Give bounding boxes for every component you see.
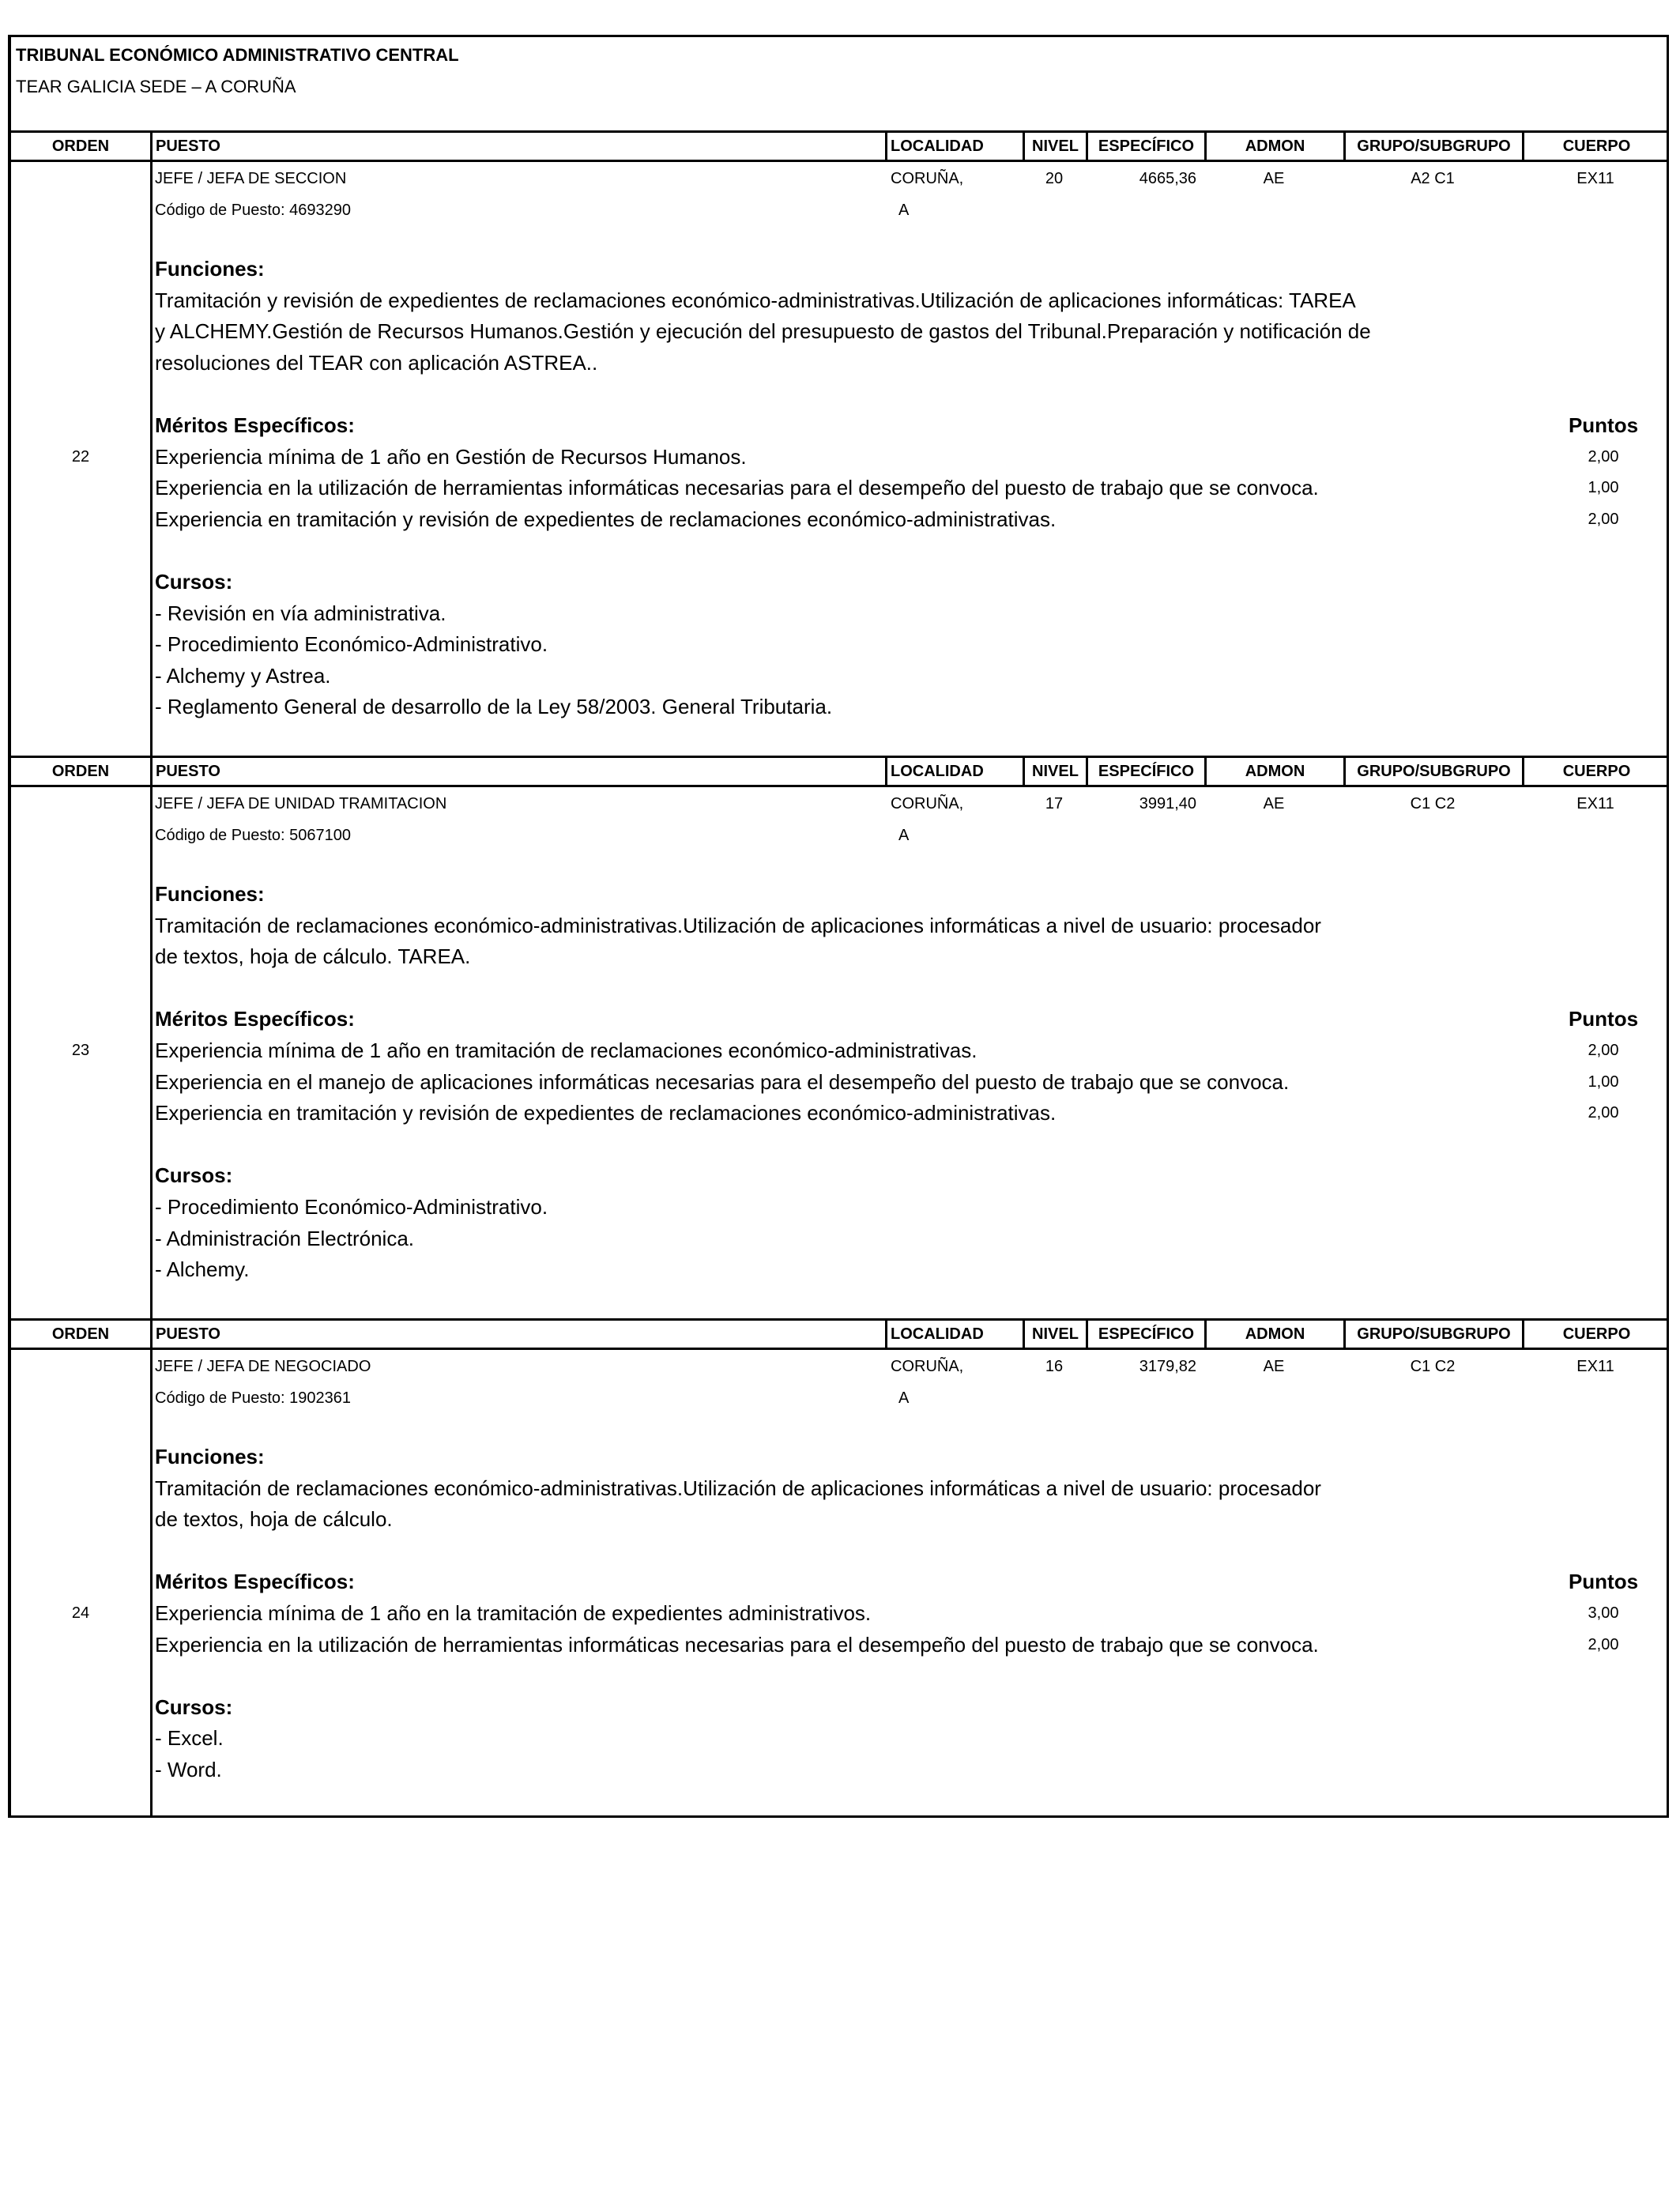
grupo-subgrupo: C1 C2: [1410, 795, 1456, 812]
funciones-line: Tramitación y revisión de expedientes de reclamaciones económico-administrativas.Utilización de aplicaciones informáticas: TAREA: [155, 288, 1356, 312]
header-localidad: LOCALIDAD: [885, 1321, 1023, 1348]
header-cuerpo: CUERPO: [1522, 758, 1669, 785]
header-especifico: ESPECÍFICO: [1086, 133, 1204, 160]
header-especifico: ESPECÍFICO: [1086, 1321, 1204, 1348]
position-code: Código de Puesto: 4693290: [155, 202, 351, 219]
admon: AE: [1263, 1358, 1285, 1375]
cuerpo: EX11: [1576, 795, 1614, 812]
merito-text: Experiencia en tramitación y revisión de expedientes de reclamaciones económico-administrativas.: [155, 1101, 1057, 1125]
header-nivel: NIVEL: [1023, 1321, 1086, 1348]
header-orden: ORDEN: [51, 1325, 110, 1343]
cursos-label: Cursos:: [155, 1695, 233, 1719]
header-nivel: NIVEL: [1023, 133, 1086, 160]
merito-text: Experiencia mínima de 1 año en tramitación de reclamaciones económico-administrativas.: [155, 1039, 977, 1062]
meritos-label: Méritos Específicos:: [155, 1007, 355, 1031]
localidad-line-2: A: [898, 1389, 910, 1407]
position-code: Código de Puesto: 1902361: [155, 1389, 351, 1407]
header-grupo: GRUPO/SUBGRUPO: [1343, 133, 1522, 160]
header-orden: ORDEN: [51, 138, 110, 155]
funciones-line: Tramitación de reclamaciones económico-administrativas.Utilización de aplicaciones informáticas a nivel de usuario: procesador: [155, 1476, 1321, 1500]
position-code: Código de Puesto: 5067100: [155, 827, 351, 844]
localidad-line-2: A: [898, 827, 910, 844]
merito-puntos: 2,00: [1588, 447, 1619, 466]
cuerpo: EX11: [1576, 170, 1614, 187]
header-grupo: GRUPO/SUBGRUPO: [1343, 1321, 1522, 1348]
funciones-line: resoluciones del TEAR con aplicación ASTREA..: [155, 350, 598, 375]
header-admon: ADMON: [1204, 1321, 1343, 1348]
admon: AE: [1263, 795, 1285, 812]
orden-number: 22: [71, 447, 90, 466]
puntos-label: Puntos: [1568, 1007, 1639, 1031]
puntos-label: Puntos: [1568, 1570, 1639, 1594]
curso-item: - Word.: [155, 1758, 222, 1781]
merito-puntos: 2,00: [1588, 1104, 1619, 1122]
header-admon: ADMON: [1204, 133, 1343, 160]
position-title: JEFE / JEFA DE SECCION: [155, 170, 347, 187]
table-header-row: [11, 130, 1667, 162]
header-nivel: NIVEL: [1023, 758, 1086, 785]
curso-item: - Reglamento General de desarrollo de la Ley 58/2003. General Tributaria.: [155, 695, 833, 719]
curso-item: - Alchemy y Astrea.: [155, 663, 331, 688]
especifico: 3991,40: [1139, 795, 1196, 812]
table-header-row: [11, 1318, 1667, 1350]
header-cuerpo: CUERPO: [1522, 1321, 1669, 1348]
localidad: CORUÑA,: [891, 795, 964, 812]
organization-subtitle: TEAR GALICIA SEDE – A CORUÑA: [16, 77, 296, 96]
curso-item: - Procedimiento Económico-Administrativo.: [155, 632, 548, 657]
curso-item: - Procedimiento Económico-Administrativo.: [155, 1195, 548, 1219]
nivel: 16: [1045, 1358, 1064, 1375]
localidad: CORUÑA,: [891, 170, 964, 187]
header-localidad: LOCALIDAD: [885, 758, 1023, 785]
column-divider: [150, 160, 153, 756]
merito-text: Experiencia mínima de 1 año en Gestión de Recursos Humanos.: [155, 444, 747, 469]
funciones-label: Funciones:: [155, 257, 265, 281]
header-especifico: ESPECÍFICO: [1086, 758, 1204, 785]
merito-text: Experiencia en la utilización de herramientas informáticas necesarias para el desempeño del puesto de trabajo que se convoca.: [155, 1632, 1319, 1657]
especifico: 4665,36: [1139, 170, 1196, 187]
nivel: 17: [1045, 795, 1064, 812]
meritos-label: Méritos Específicos:: [155, 413, 355, 437]
column-divider: [150, 786, 153, 1318]
header-grupo: GRUPO/SUBGRUPO: [1343, 758, 1522, 785]
merito-text: Experiencia en el manejo de aplicaciones informáticas necesarias para el desempeño del puesto de trabajo que se convoca.: [155, 1069, 1290, 1094]
localidad: CORUÑA,: [891, 1358, 964, 1375]
position-title: JEFE / JEFA DE UNIDAD TRAMITACION: [155, 795, 447, 812]
curso-item: - Revisión en vía administrativa.: [155, 601, 446, 625]
admon: AE: [1263, 170, 1285, 187]
grupo-subgrupo: A2 C1: [1411, 170, 1455, 187]
localidad-line-2: A: [898, 202, 910, 219]
curso-item: - Alchemy.: [155, 1257, 250, 1282]
merito-puntos: 2,00: [1588, 1635, 1619, 1653]
puntos-label: Puntos: [1568, 413, 1639, 437]
orden-number: 23: [71, 1042, 90, 1059]
merito-puntos: 1,00: [1588, 479, 1619, 497]
header-puesto: PUESTO: [150, 1321, 885, 1348]
merito-text: Experiencia en la utilización de herramientas informáticas necesarias para el desempeño del puesto de trabajo que se convoca.: [155, 476, 1319, 500]
cursos-label: Cursos:: [155, 1163, 233, 1188]
cursos-label: Cursos:: [155, 570, 233, 594]
merito-puntos: 2,00: [1588, 510, 1619, 528]
funciones-line: y ALCHEMY.Gestión de Recursos Humanos.Gestión y ejecución del presupuesto de gastos del Tribunal.Preparación y notificación de: [155, 319, 1371, 344]
funciones-label: Funciones:: [155, 1445, 265, 1468]
nivel: 20: [1045, 170, 1064, 187]
orden-number: 24: [71, 1604, 90, 1622]
table-header-row: [11, 756, 1667, 787]
cuerpo: EX11: [1576, 1358, 1614, 1375]
header-orden: ORDEN: [51, 763, 110, 780]
merito-puntos: 1,00: [1588, 1072, 1619, 1091]
document-table: [8, 35, 1669, 1818]
funciones-line: Tramitación de reclamaciones económico-administrativas.Utilización de aplicaciones informáticas a nivel de usuario: procesador: [155, 913, 1321, 937]
especifico: 3179,82: [1139, 1358, 1196, 1375]
funciones-line: de textos, hoja de cálculo. TAREA.: [155, 944, 471, 969]
header-localidad: LOCALIDAD: [885, 133, 1023, 160]
merito-puntos: 3,00: [1588, 1604, 1619, 1622]
merito-text: Experiencia en tramitación y revisión de expedientes de reclamaciones económico-administrativas.: [155, 507, 1057, 531]
curso-item: - Excel.: [155, 1726, 224, 1751]
merito-text: Experiencia mínima de 1 año en la tramitación de expedientes administrativos.: [155, 1601, 872, 1625]
position-title: JEFE / JEFA DE NEGOCIADO: [155, 1358, 371, 1375]
curso-item: - Administración Electrónica.: [155, 1226, 415, 1250]
funciones-line: de textos, hoja de cálculo.: [155, 1507, 393, 1532]
merito-puntos: 2,00: [1588, 1042, 1619, 1059]
meritos-label: Méritos Específicos:: [155, 1570, 355, 1594]
funciones-label: Funciones:: [155, 882, 265, 906]
column-divider: [150, 1348, 153, 1818]
grupo-subgrupo: C1 C2: [1410, 1358, 1456, 1375]
header-admon: ADMON: [1204, 758, 1343, 785]
header-puesto: PUESTO: [150, 758, 885, 785]
header-cuerpo: CUERPO: [1522, 133, 1669, 160]
header-puesto: PUESTO: [150, 133, 885, 160]
organization-title: TRIBUNAL ECONÓMICO ADMINISTRATIVO CENTRAL: [16, 45, 459, 65]
